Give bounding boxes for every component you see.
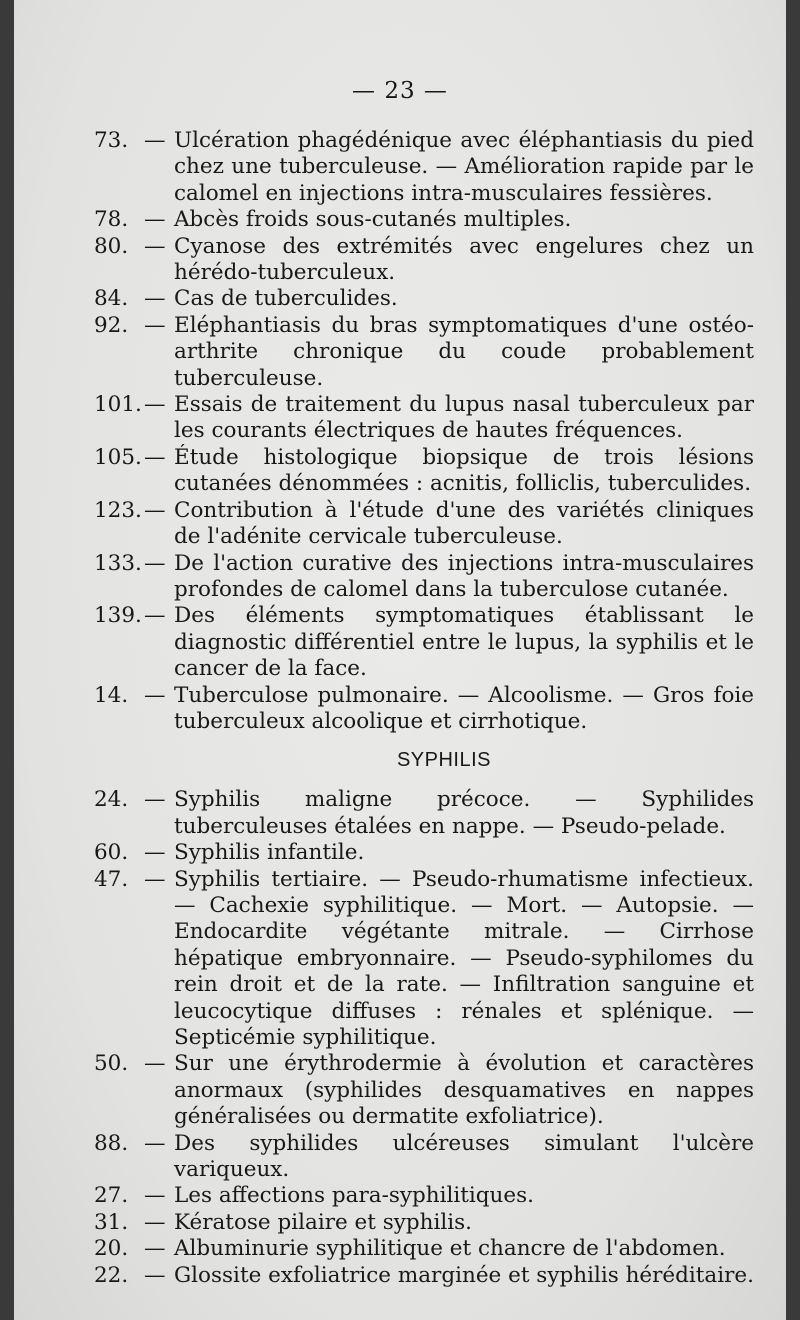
- entry-dash: —: [144, 128, 166, 153]
- entry-text: Essais de traitement du lupus nasal tuberculeux par les courants électriques de hautes fréquences.: [174, 392, 754, 444]
- entry-text: Étude histologique biopsique de trois lésions cutanées dénommées : acnitis, folliclis, tuberculides.: [174, 444, 754, 497]
- entry-number: 92.: [94, 312, 129, 338]
- entry-dash: —: [144, 840, 166, 866]
- entry-dash: —: [144, 444, 166, 470]
- entry-number: 22.: [94, 1262, 129, 1288]
- entry-dash: —: [144, 233, 166, 259]
- entry-dash: —: [144, 682, 166, 708]
- entry-text: Des éléments symptomatiques établissant le diagnostic différentiel entre le lupus, la syphilis et le cancer de la face.: [174, 603, 754, 682]
- entry-text: Glossite exfoliatrice marginée et syphilis héréditaire.: [174, 1262, 754, 1288]
- entry-dash: —: [144, 1183, 166, 1209]
- document-page: [14, 0, 786, 1320]
- entry-number: 47.: [94, 866, 129, 892]
- entry-text: Cyanose des extrémités avec engelures chez un hérédo-tuberculeux.: [174, 233, 754, 286]
- entry-dash: —: [144, 286, 166, 312]
- entry-number: 133.: [94, 550, 142, 576]
- entry-text: Tuberculose pulmonaire. — Alcoolisme. — Gros foie tuberculeux alcoolique et cirrhotique.: [174, 682, 754, 734]
- entry-number: 78.: [94, 207, 129, 233]
- bibliography-list: [94, 128, 754, 1289]
- list-item: [94, 840, 754, 866]
- entry-number: 20.: [94, 1236, 129, 1262]
- entry-dash: —: [144, 603, 166, 629]
- entry-dash: —: [144, 1236, 166, 1262]
- entry-text: Kératose pilaire et syphilis.: [174, 1209, 473, 1235]
- list-item: [94, 128, 754, 207]
- entry-number: 60.: [94, 840, 129, 866]
- entry-number: 105.: [94, 444, 142, 470]
- list-item: [94, 313, 754, 392]
- list-item: [94, 1051, 754, 1130]
- entry-dash: —: [144, 866, 166, 892]
- list-item: [94, 392, 754, 445]
- entry-text: De l'action curative des injections intra-musculaires profondes de calomel dans la tuberculose cutanée.: [174, 550, 754, 602]
- entry-number: 123.: [94, 497, 142, 523]
- list-item: [94, 683, 754, 736]
- list-item: [94, 603, 754, 682]
- entry-text: Syphilis maligne précoce. — Syphilides tuberculeuses étalées en nappe. — Pseudo-pelade.: [174, 787, 754, 839]
- entry-dash: —: [144, 1209, 166, 1235]
- section-heading-syphilis: SYPHILIS: [396, 749, 492, 772]
- entry-text: Contribution à l'étude d'une des variétés cliniques de l'adénite cervicale tuberculeuse.: [174, 497, 754, 550]
- list-item: [94, 787, 754, 840]
- list-item: [94, 1236, 754, 1262]
- list-item: [94, 551, 754, 604]
- entry-dash: —: [144, 787, 166, 813]
- entry-number: 31.: [94, 1209, 129, 1235]
- list-item: [94, 1131, 754, 1184]
- entry-text: Albuminurie syphilitique et chancre de l'abdomen.: [174, 1236, 726, 1262]
- entry-number: 101.: [94, 392, 142, 418]
- entry-dash: —: [144, 1262, 166, 1288]
- entry-number: 73.: [94, 128, 129, 153]
- list-item: [94, 498, 754, 551]
- entry-number: 27.: [94, 1183, 129, 1209]
- entry-text: Des syphilides ulcéreuses simulant l'ulcère variqueux.: [174, 1130, 754, 1183]
- list-item: [94, 1183, 754, 1209]
- entry-text: Syphilis tertiaire. — Pseudo-rhumatisme infectieux. — Cachexie syphilitique. — Mort. — Autopsie. — Endocardite végétante mitrale. — Cirrhose hépatique embryonnaire. — Pseudo-syphilomes du rein droit et de la rate. — Infiltration sanguine et leucocytique diffuses : rénales et splénique. — Septicémie syphilitique.: [174, 866, 754, 1050]
- entry-text: Cas de tuberculides.: [174, 286, 398, 312]
- page-number: — 23 —: [352, 78, 448, 104]
- list-item: [94, 234, 754, 287]
- entry-dash: —: [144, 392, 166, 418]
- entry-number: 50.: [94, 1051, 129, 1077]
- list-item: [94, 1263, 754, 1289]
- entry-text: Syphilis infantile.: [174, 840, 365, 866]
- list-item: [94, 207, 754, 233]
- list-item: [94, 867, 754, 1052]
- entry-dash: —: [144, 1130, 166, 1156]
- entry-text: Sur une érythrodermie à évolution et caractères anormaux (syphilides desquamatives en nappes généralisées ou dermatite exfoliatrice).: [174, 1051, 754, 1130]
- list-item: [94, 1210, 754, 1236]
- entry-text: Ulcération phagédénique avec éléphantiasis du pied chez une tuberculeuse. — Amélioration rapide par le calomel en injections intra-musculaires fessières.: [174, 128, 754, 206]
- entry-number: 24.: [94, 787, 129, 813]
- entry-dash: —: [144, 1051, 166, 1077]
- entry-text: Abcès froids sous-cutanés multiples.: [174, 207, 572, 233]
- entry-dash: —: [144, 497, 166, 523]
- entry-number: 84.: [94, 286, 129, 312]
- entry-dash: —: [144, 207, 166, 233]
- entry-dash: —: [144, 312, 166, 338]
- list-item: [94, 445, 754, 498]
- entry-text: Eléphantiasis du bras symptomatiques d'une ostéo-arthrite chronique du coude probablement tuberculeuse.: [174, 312, 754, 391]
- entry-number: 139.: [94, 603, 142, 629]
- entry-number: 80.: [94, 233, 129, 259]
- entry-number: 88.: [94, 1130, 129, 1156]
- entry-number: 14.: [94, 682, 129, 708]
- list-item: [94, 286, 754, 312]
- entry-text: Les affections para-syphilitiques.: [174, 1183, 534, 1209]
- entry-dash: —: [144, 550, 166, 576]
